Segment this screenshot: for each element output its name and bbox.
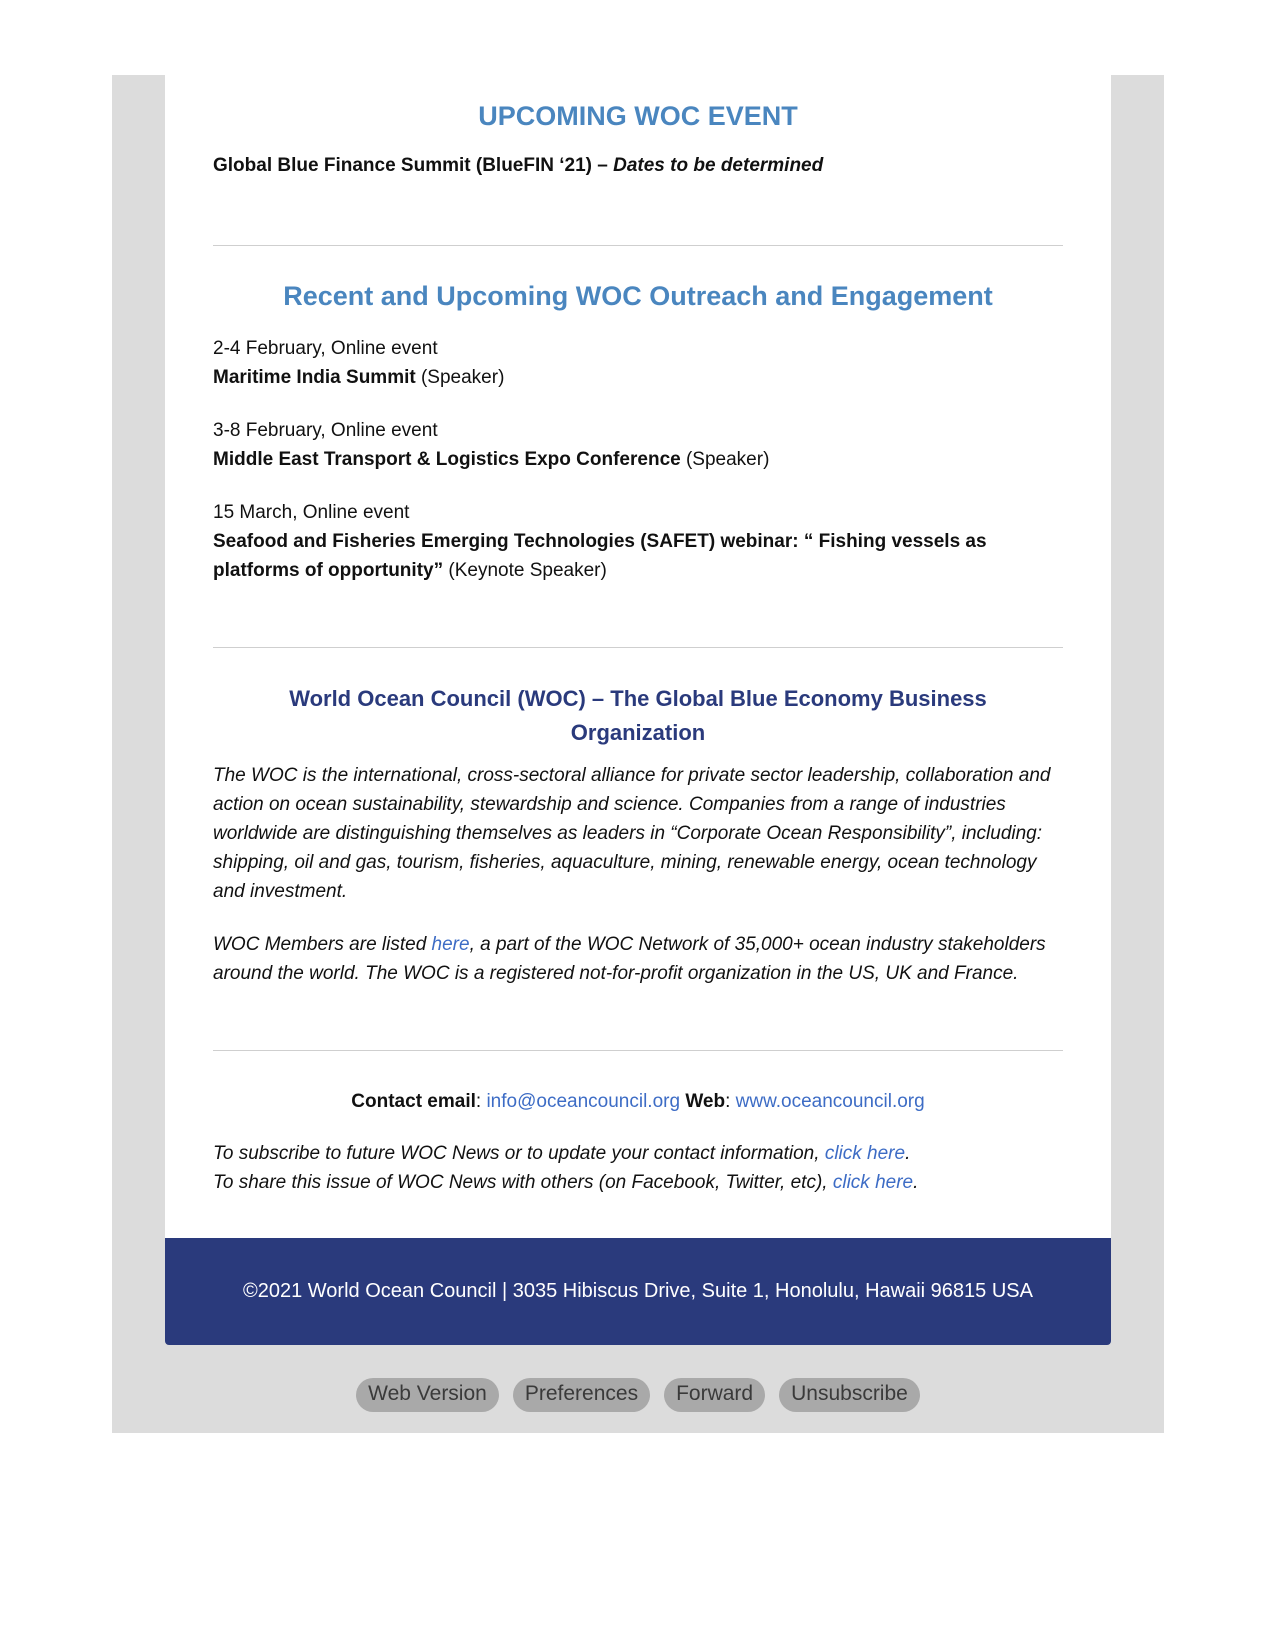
website-link[interactable]: www.oceancouncil.org bbox=[735, 1091, 925, 1112]
outreach-item-role: (Keynote Speaker) bbox=[443, 560, 607, 581]
outreach-item bbox=[213, 416, 1063, 474]
preferences-button[interactable]: Preferences bbox=[513, 1378, 650, 1412]
contact-email-link[interactable]: info@oceancouncil.org bbox=[486, 1091, 681, 1112]
outreach-item-date: 3-8 February, Online event bbox=[213, 420, 438, 441]
subscribe-block bbox=[213, 1139, 1063, 1197]
web-version-button[interactable]: Web Version bbox=[356, 1378, 499, 1412]
subscribe-click-here-link[interactable]: click here bbox=[824, 1143, 906, 1164]
section-divider bbox=[213, 245, 1063, 246]
outreach-item bbox=[213, 498, 1063, 585]
section-divider bbox=[213, 1050, 1063, 1051]
outreach-item-role: (Speaker) bbox=[680, 449, 770, 470]
event-title: Global Blue Finance Summit (BlueFIN ‘21) – bbox=[213, 155, 614, 176]
members-list-link[interactable]: here bbox=[431, 934, 470, 955]
section-divider bbox=[213, 647, 1063, 648]
woc-about-heading: World Ocean Council (WOC) – The Global Blue Economy Business Organization bbox=[289, 686, 987, 745]
upcoming-event-heading: UPCOMING WOC EVENT bbox=[478, 101, 798, 131]
contact-email-label: Contact email bbox=[351, 1091, 476, 1112]
web-label: Web bbox=[685, 1091, 726, 1112]
outreach-item-title: Seafood and Fisheries Emerging Technologies (SAFET) webinar: “ Fishing vessels as platforms of opportunity” bbox=[213, 531, 987, 581]
outreach-list bbox=[213, 334, 1063, 609]
footer-button-row bbox=[112, 1378, 1164, 1412]
forward-button[interactable]: Forward bbox=[664, 1378, 765, 1412]
outreach-item-date: 15 March, Online event bbox=[213, 502, 410, 523]
woc-about-paragraph: The WOC is the international, cross-sectoral alliance for private sector leadership, collaboration and action on ocean sustainability, stewardship and science. Companies from a range of industries worldwide are distinguishing themselves as leaders in “Corporate Ocean Responsibility”, including: shipping, oil and gas, tourism, fisheries, aquaculture, mining, renewable energy, ocean technology and investment. bbox=[213, 765, 1051, 902]
subscribe-line: To subscribe to future WOC News or to update your contact information, click here. bbox=[213, 1143, 911, 1164]
upcoming-event-line bbox=[213, 155, 1063, 177]
share-text: To share this issue of WOC News with others (on Facebook, Twitter, etc), bbox=[213, 1172, 833, 1193]
footer-address-bar bbox=[165, 1238, 1111, 1345]
share-click-here-link[interactable]: click here bbox=[832, 1172, 914, 1193]
outreach-item-date: 2-4 February, Online event bbox=[213, 338, 438, 359]
outreach-item-role: (Speaker) bbox=[415, 367, 505, 388]
email-outer-frame bbox=[112, 75, 1164, 1433]
woc-about-body bbox=[213, 761, 1063, 1012]
contact-line: Contact email: info@oceancouncil.org Web: www.oceancouncil.org bbox=[351, 1091, 925, 1112]
outreach-heading: Recent and Upcoming WOC Outreach and Engagement bbox=[283, 281, 993, 311]
event-dates: Dates to be determined bbox=[613, 155, 824, 176]
footer-address: ©2021 World Ocean Council | 3035 Hibiscus Drive, Suite 1, Honolulu, Hawaii 96815 USA bbox=[243, 1280, 1033, 1302]
email-content-card bbox=[165, 75, 1111, 1238]
share-line: To share this issue of WOC News with others (on Facebook, Twitter, etc), click here. bbox=[213, 1172, 919, 1193]
unsubscribe-button[interactable]: Unsubscribe bbox=[779, 1378, 920, 1412]
woc-members-text: WOC Members are listed bbox=[213, 934, 432, 955]
woc-members-paragraph bbox=[213, 930, 1063, 988]
outreach-item-title: Maritime India Summit bbox=[213, 367, 416, 388]
woc-members-text-rest: , a part of the WOC Network of 35,000+ ocean industry stakeholders around the world. The WOC is a registered not-for-profit organization in the US, UK and France. bbox=[213, 934, 1046, 984]
subscribe-text: To subscribe to future WOC News or to update your contact information, bbox=[213, 1143, 825, 1164]
outreach-item-title: Middle East Transport & Logistics Expo Conference bbox=[213, 449, 681, 470]
outreach-item bbox=[213, 334, 1063, 392]
